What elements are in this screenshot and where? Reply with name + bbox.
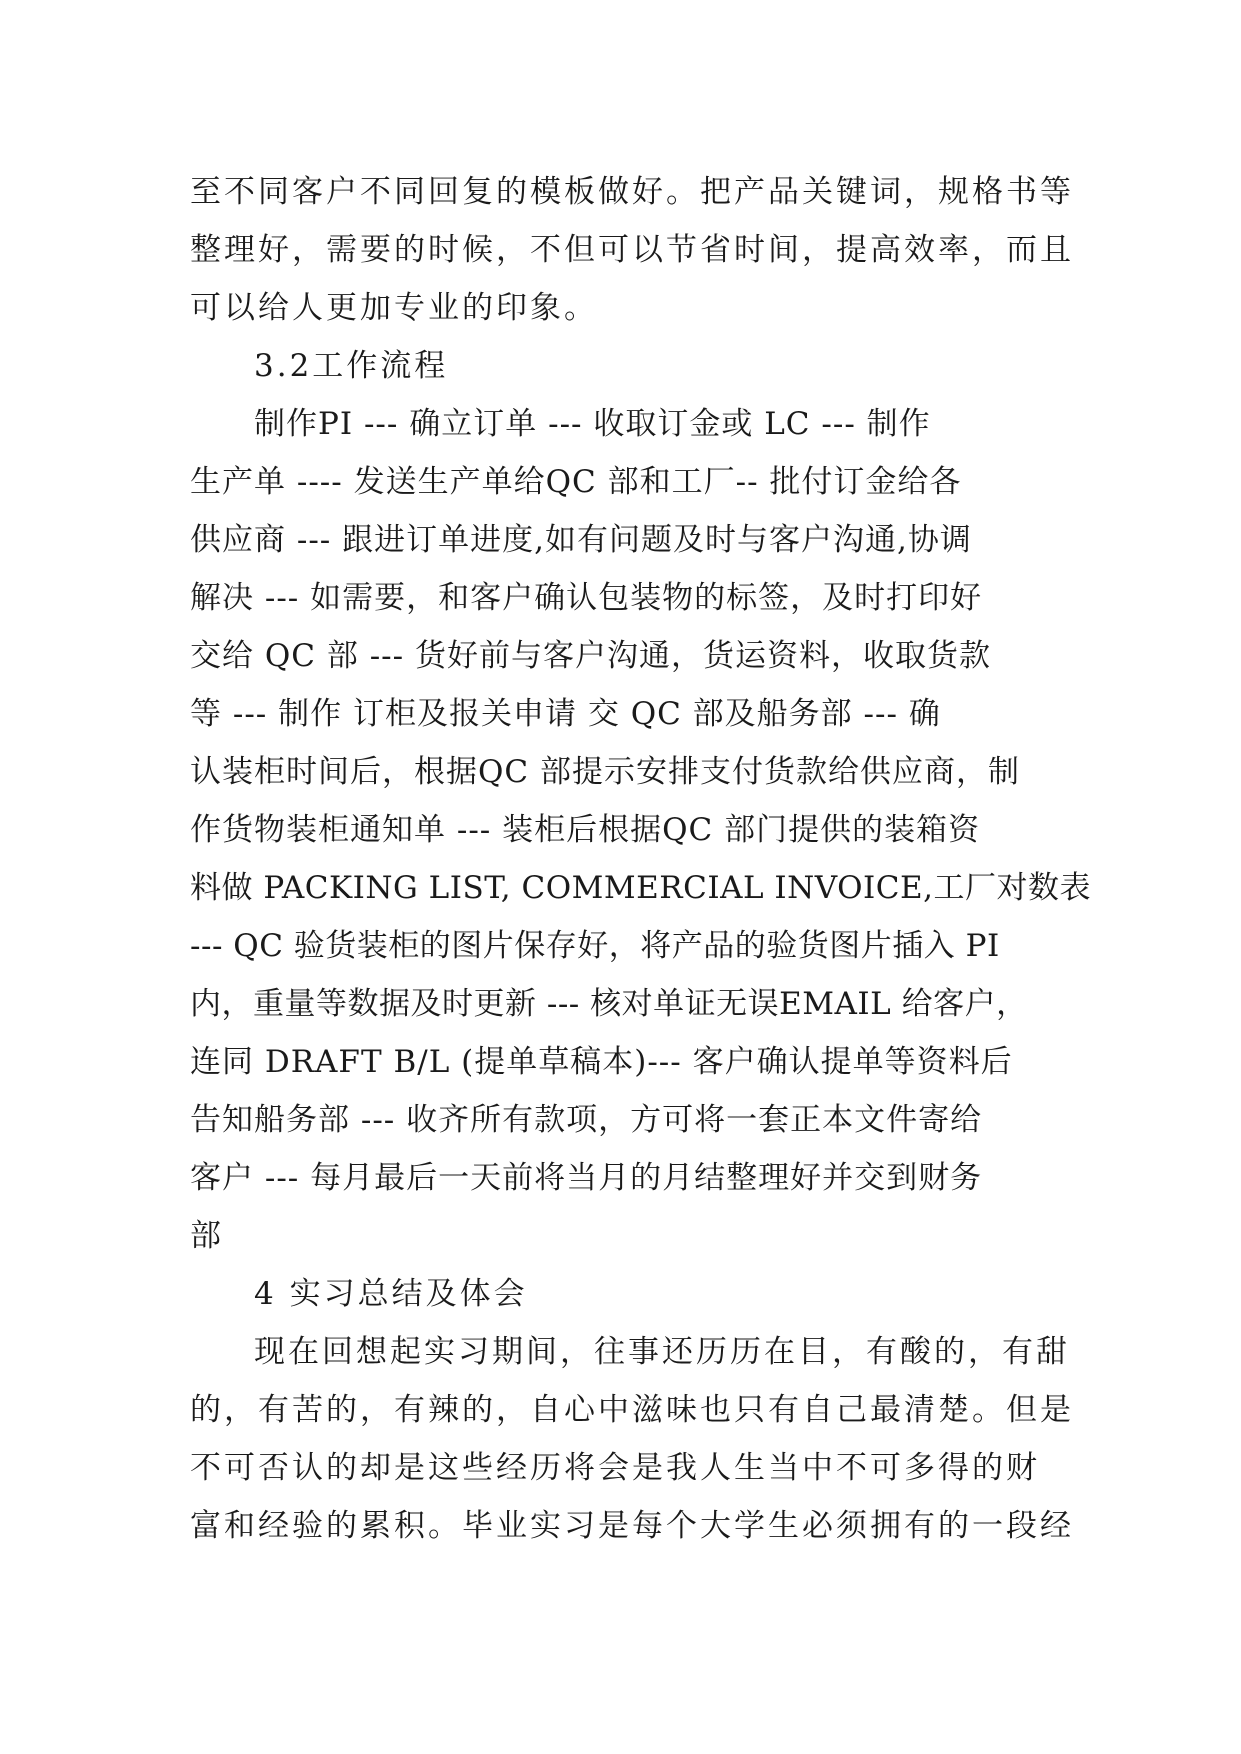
text-line: 作货物装柜通知单 --- 装柜后根据QC 部门提供的装箱资: [190, 812, 981, 848]
text-line: 整理好，需要的时候，不但可以节省时间，提高效率，而且: [190, 232, 1074, 268]
text-line: 不可否认的却是这些经历将会是我人生当中不可多得的财: [190, 1450, 1040, 1486]
text-line: 告知船务部 --- 收齐所有款项，方可将一套正本文件寄给: [190, 1102, 983, 1138]
section-heading-4: 4 实习总结及体会: [254, 1276, 528, 1312]
text-line: 至不同客户不同回复的模板做好。把产品关键词，规格书等: [190, 174, 1074, 210]
text-line: 连同 DRAFT B/L (提单草稿本)--- 客户确认提单等资料后: [190, 1044, 1013, 1080]
text-line: --- QC 验货装柜的图片保存好，将产品的验货图片插入 PI: [190, 928, 1000, 964]
text-line: 供应商 --- 跟进订单进度,如有问题及时与客户沟通,协调: [190, 522, 972, 558]
text-line: 部: [190, 1218, 224, 1254]
text-line: 认装柜时间后，根据QC 部提示安排支付货款给供应商，制: [190, 754, 1020, 790]
text-line: 现在回想起实习期间，往事还历历在目，有酸的，有甜: [254, 1334, 1070, 1370]
text-line: 的，有苦的，有辣的，自心中滋味也只有自己最清楚。但是: [190, 1392, 1074, 1428]
text-line: 可以给人更加专业的印象。: [190, 290, 598, 326]
body-text: [190, 163, 1091, 1555]
text-line: 料做 PACKING LIST, COMMERCIAL INVOICE,工厂对数表: [190, 870, 1091, 906]
text-line: 内，重量等数据及时更新 --- 核对单证无误EMAIL 给客户，: [190, 986, 1028, 1022]
text-line: 等 --- 制作 订柜及报关申请 交 QC 部及船务部 --- 确: [190, 696, 941, 732]
section-heading-3-2: 3.2工作流程: [254, 348, 449, 384]
text-line: 交给 QC 部 --- 货好前与客户沟通，货运资料，收取货款: [190, 638, 991, 674]
text-line: 制作PI --- 确立订单 --- 收取订金或 LC --- 制作: [254, 406, 931, 442]
text-line: 生产单 ---- 发送生产单给QC 部和工厂-- 批付订金给各: [190, 464, 962, 500]
text-line: 富和经验的累积。毕业实习是每个大学生必须拥有的一段经: [190, 1508, 1074, 1544]
text-line: 客户 --- 每月最后一天前将当月的月结整理好并交到财务: [190, 1160, 983, 1196]
text-line: 解决 --- 如需要，和客户确认包装物的标签，及时打印好: [190, 580, 983, 616]
